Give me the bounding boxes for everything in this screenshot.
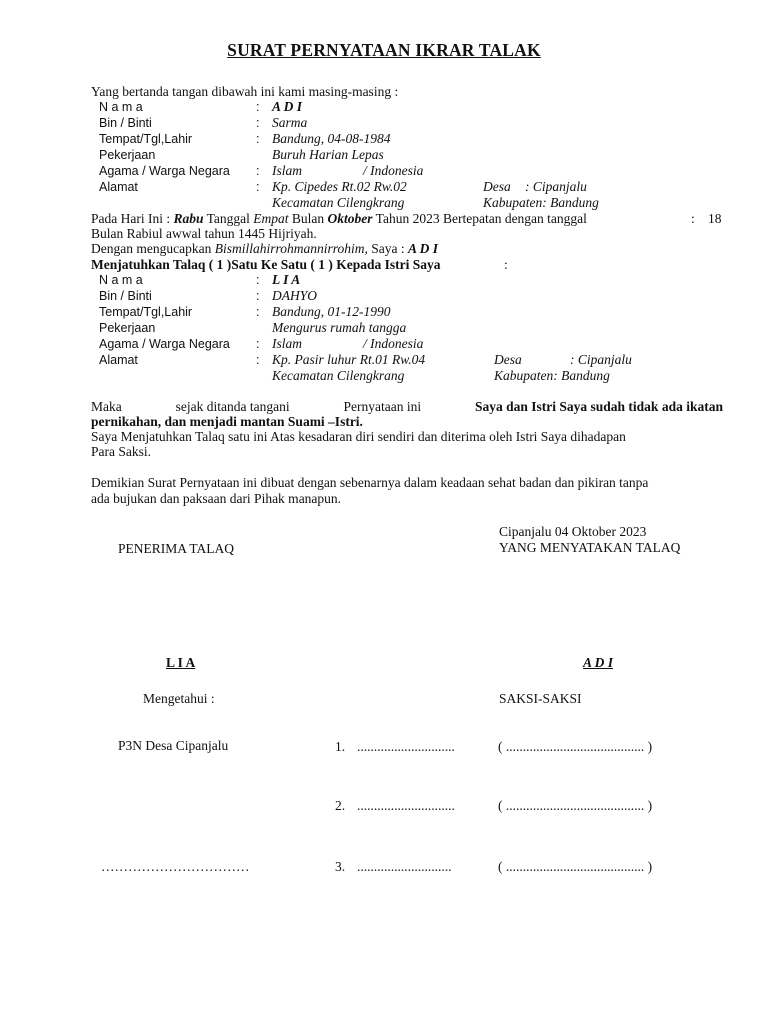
field-value: DAHYO <box>272 288 318 303</box>
field-label: Pekerjaan <box>99 321 156 335</box>
address-value: Kp. Cipedes Rt.02 Rw.02 <box>272 179 407 194</box>
utterance-text: Saya : <box>367 241 408 256</box>
declarer-name: A D I <box>583 655 614 670</box>
field-value-nationality: / Indonesia <box>363 336 424 351</box>
closing-paragraph: Demikian Surat Pernyataan ini dibuat dengan sebenarnya dalam keadaan sehat badan dan pikiran tanpa <box>91 475 649 490</box>
field-label: Alamat <box>99 180 138 194</box>
witness-number: 1. <box>335 739 346 754</box>
field-label: Agama / Warga Negara <box>99 337 230 351</box>
field-label: Agama / Warga Negara <box>99 164 230 178</box>
field-label: N a m a <box>99 273 143 287</box>
intro-text: Yang bertanda tangan dibawah ini kami masing-masing : <box>91 84 399 99</box>
witness-name-line: ............................ <box>357 859 452 874</box>
talaq-statement: Menjatuhkan Talaq ( 1 )Satu Ke Satu ( 1 ) Kepada Istri Saya <box>91 257 441 272</box>
date-value: Empat <box>253 211 289 226</box>
field-value: Bandung, 04-08-1984 <box>272 131 391 146</box>
field-colon: : <box>256 289 260 303</box>
document-title: SURAT PERNYATAAN IKRAR TALAK <box>227 40 541 60</box>
desa-label: Desa <box>494 352 522 367</box>
utterance-line <box>91 241 438 257</box>
date-text: Pada Hari Ini : <box>91 211 174 226</box>
field-colon: : <box>256 164 260 178</box>
date-text: Bulan <box>288 211 328 226</box>
place-date: Cipanjalu 04 Oktober 2023 <box>499 524 647 539</box>
closing-paragraph-line2: ada bujukan dan paksaan dari Pihak manapun. <box>91 491 342 506</box>
field-colon: : <box>256 305 260 319</box>
talaq-colon: : <box>504 257 508 272</box>
paragraph-word: Maka <box>91 399 122 414</box>
field-label: Bin / Binti <box>99 116 152 130</box>
wife-name: L I A <box>272 272 301 287</box>
field-colon: : <box>256 100 260 114</box>
statement-paragraph-line2: pernikahan, dan menjadi mantan Suami –Istri. <box>91 414 363 429</box>
consent-paragraph-line2: Para Saksi. <box>91 444 151 459</box>
field-colon: : <box>256 132 260 146</box>
month-value: Oktober <box>327 211 373 226</box>
bismillah-text: Bismillahirrohmannirrohim, <box>214 241 368 256</box>
field-label: Tempat/Tgl,Lahir <box>99 305 193 319</box>
hijri-line: Bulan Rabiul awwal tahun 1445 Hijriyah. <box>91 226 317 241</box>
acknowledged-label: Mengetahui : <box>143 691 215 706</box>
day-value: Rabu <box>173 211 204 226</box>
field-value-nationality: / Indonesia <box>363 163 424 178</box>
receiver-label: PENERIMA TALAQ <box>118 541 235 556</box>
address-value: Kp. Pasir luhur Rt.01 Rw.04 <box>272 352 426 367</box>
utterance-text: Dengan mengucapkan <box>91 241 215 256</box>
field-label: Bin / Binti <box>99 289 152 303</box>
field-label: N a m a <box>99 100 143 114</box>
statement-paragraph <box>91 399 723 415</box>
kabupaten-value: Kabupaten: Bandung <box>494 368 610 383</box>
field-value: Bandung, 01-12-1990 <box>272 304 391 319</box>
paragraph-word: Pernyataan ini <box>343 399 422 414</box>
witness-number: 2. <box>335 798 346 813</box>
hijri-day: 18 <box>708 211 722 226</box>
field-value: Sarma <box>272 115 308 130</box>
witness-number: 3. <box>335 859 346 874</box>
witness-name-line: ............................. <box>357 798 455 813</box>
declarer-name-inline: A D I <box>407 241 438 256</box>
witnesses-label: SAKSI-SAKSI <box>499 691 582 706</box>
field-label: Pekerjaan <box>99 148 156 162</box>
date-line <box>91 211 587 227</box>
desa-value: : Cipanjalu <box>570 352 632 367</box>
date-text: Tahun 2023 Bertepatan dengan tanggal <box>372 211 587 226</box>
field-value: Buruh Harian Lepas <box>272 147 384 162</box>
field-colon: : <box>256 273 260 287</box>
declarer-label: YANG MENYATAKAN TALAQ <box>499 540 681 555</box>
kabupaten-value: Kabupaten: Bandung <box>483 195 599 210</box>
field-colon: : <box>256 116 260 130</box>
p3n-label: P3N Desa Cipanjalu <box>118 738 229 753</box>
witness-name-line: ............................. <box>357 739 455 754</box>
kecamatan-value: Kecamatan Cilengkrang <box>272 195 405 210</box>
desa-value: : Cipanjalu <box>525 179 587 194</box>
field-colon: : <box>256 337 260 351</box>
husband-name: A D I <box>272 99 303 114</box>
date-colon: : <box>691 211 695 226</box>
official-signature-line: …………………………… <box>101 859 250 874</box>
kecamatan-value: Kecamatan Cilengkrang <box>272 368 405 383</box>
field-value: Islam <box>272 163 302 178</box>
witness-signature-line: ( ......................................... ) <box>498 798 653 813</box>
receiver-name: L I A <box>166 655 196 670</box>
field-value: Islam <box>272 336 302 351</box>
desa-label: Desa <box>483 179 511 194</box>
consent-paragraph: Saya Menjatuhkan Talaq satu ini Atas kesadaran diri sendiri dan diterima oleh Istri Saya dihadapan <box>91 429 626 444</box>
field-value: Mengurus rumah tangga <box>272 320 407 335</box>
field-label: Tempat/Tgl,Lahir <box>99 132 193 146</box>
date-text: Tanggal <box>203 211 254 226</box>
paragraph-emphasis: Saya dan Istri Saya sudah tidak ada ikatan <box>475 399 723 414</box>
witness-signature-line: ( ......................................... ) <box>498 739 653 754</box>
field-colon: : <box>256 180 260 194</box>
witness-signature-line: ( ......................................... ) <box>498 859 653 874</box>
paragraph-word: sejak ditanda tangani <box>175 399 290 414</box>
field-colon: : <box>256 353 260 367</box>
field-label: Alamat <box>99 353 138 367</box>
